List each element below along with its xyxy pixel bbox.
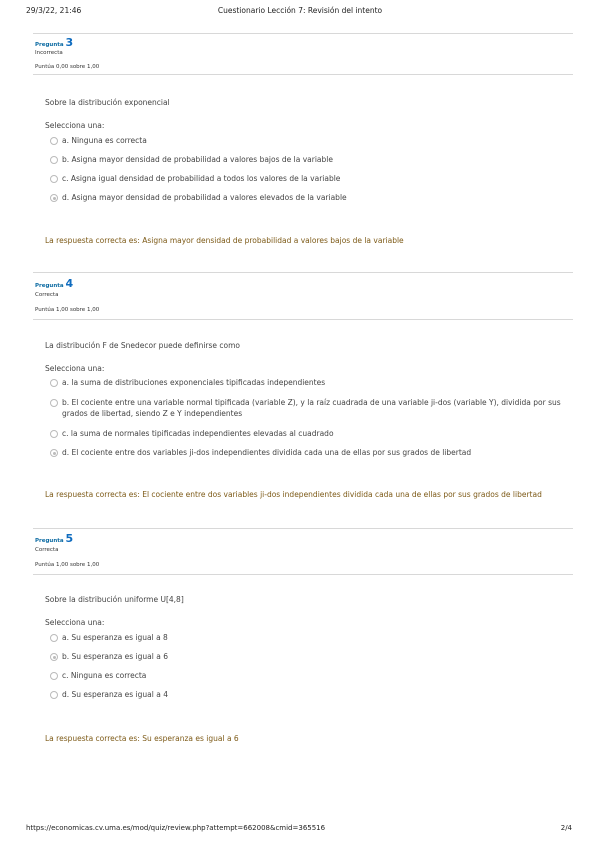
radio-button[interactable] bbox=[50, 634, 58, 642]
question-grade: Puntúa 1,00 sobre 1,00 bbox=[35, 562, 100, 568]
question-label: Pregunta bbox=[35, 283, 64, 289]
radio-button[interactable] bbox=[50, 137, 58, 145]
question-info-4 bbox=[33, 272, 573, 320]
question-number: 4 bbox=[65, 277, 74, 290]
option-d[interactable] bbox=[50, 447, 575, 458]
question-state: Correcta bbox=[35, 292, 59, 298]
option-a[interactable] bbox=[50, 135, 575, 146]
option-c[interactable] bbox=[50, 428, 575, 439]
right-answer: La respuesta correcta es: Asigna mayor densidad de probabilidad a valores bajos de la variable bbox=[45, 236, 404, 245]
question-number: 3 bbox=[65, 36, 74, 49]
select-prompt: Selecciona una: bbox=[45, 618, 105, 627]
question-label: Pregunta bbox=[35, 538, 64, 544]
option-label: c. Ninguna es correcta bbox=[62, 671, 147, 680]
question-number-5 bbox=[35, 532, 73, 545]
question-label: Pregunta bbox=[35, 42, 64, 48]
option-label: a. Su esperanza es igual a 8 bbox=[62, 633, 168, 642]
radio-button-selected[interactable] bbox=[50, 653, 58, 661]
option-label: b. El cociente entre una variable normal tipificada (variable Z), y la raíz cuadrada de una variable ji-dos (variable Y), dividida por sus grados de libertad, siendo Z e Y independientes bbox=[62, 398, 561, 418]
radio-button[interactable] bbox=[50, 379, 58, 387]
question-number-3 bbox=[35, 36, 73, 49]
option-c[interactable] bbox=[50, 173, 575, 184]
question-info-5 bbox=[33, 528, 573, 575]
question-number: 5 bbox=[65, 532, 74, 545]
question-text: La distribución F de Snedecor puede definirse como bbox=[45, 341, 241, 350]
select-prompt: Selecciona una: bbox=[45, 364, 105, 373]
option-d[interactable] bbox=[50, 192, 575, 203]
option-label: a. la suma de distribuciones exponenciales tipificadas independientes bbox=[62, 378, 326, 387]
radio-button-selected[interactable] bbox=[50, 194, 58, 202]
radio-button[interactable] bbox=[50, 156, 58, 164]
radio-button[interactable] bbox=[50, 672, 58, 680]
option-a[interactable] bbox=[50, 632, 575, 643]
question-text: Sobre la distribución exponencial bbox=[45, 98, 170, 107]
option-label: b. Su esperanza es igual a 6 bbox=[62, 652, 168, 661]
option-b[interactable] bbox=[50, 397, 575, 419]
option-d[interactable] bbox=[50, 689, 575, 700]
option-label: d. El cociente entre dos variables ji-dos independientes dividida cada una de ellas por sus grados de libertad bbox=[62, 448, 472, 457]
question-state: Correcta bbox=[35, 547, 59, 553]
radio-button[interactable] bbox=[50, 399, 58, 407]
option-label: b. Asigna mayor densidad de probabilidad a valores bajos de la variable bbox=[62, 155, 333, 164]
print-url: https://economicas.cv.uma.es/mod/quiz/review.php?attempt=662008&cmid=365516 bbox=[26, 824, 326, 832]
option-a[interactable] bbox=[50, 377, 575, 388]
right-answer: La respuesta correcta es: Su esperanza es igual a 6 bbox=[45, 734, 239, 743]
print-title: Cuestionario Lección 7: Revisión del intento bbox=[217, 6, 383, 15]
question-grade: Puntúa 0,00 sobre 1,00 bbox=[35, 64, 100, 70]
select-prompt: Selecciona una: bbox=[45, 121, 105, 130]
print-header bbox=[0, 6, 600, 20]
radio-button[interactable] bbox=[50, 691, 58, 699]
option-b[interactable] bbox=[50, 154, 575, 165]
radio-button[interactable] bbox=[50, 430, 58, 438]
option-b[interactable] bbox=[50, 651, 575, 662]
question-number-4 bbox=[35, 277, 73, 290]
option-label: d. Su esperanza es igual a 4 bbox=[62, 690, 168, 699]
right-answer: La respuesta correcta es: El cociente entre dos variables ji-dos independientes dividida cada una de ellas por sus grados de libertad bbox=[45, 490, 542, 499]
option-label: c. Asigna igual densidad de probabilidad a todos los valores de la variable bbox=[62, 174, 341, 183]
option-label: d. Asigna mayor densidad de probabilidad a valores elevados de la variable bbox=[62, 193, 347, 202]
radio-button-selected[interactable] bbox=[50, 449, 58, 457]
option-label: a. Ninguna es correcta bbox=[62, 136, 147, 145]
question-state: Incorrecta bbox=[35, 50, 63, 56]
option-label: c. la suma de normales tipificadas independientes elevadas al cuadrado bbox=[62, 429, 334, 438]
print-date: 29/3/22, 21:46 bbox=[26, 6, 82, 15]
question-grade: Puntúa 1,00 sobre 1,00 bbox=[35, 307, 100, 313]
question-info-3 bbox=[33, 33, 573, 75]
option-c[interactable] bbox=[50, 670, 575, 681]
page-number: 2/4 bbox=[560, 824, 572, 832]
radio-button[interactable] bbox=[50, 175, 58, 183]
question-text: Sobre la distribución uniforme U[4,8] bbox=[45, 595, 184, 604]
